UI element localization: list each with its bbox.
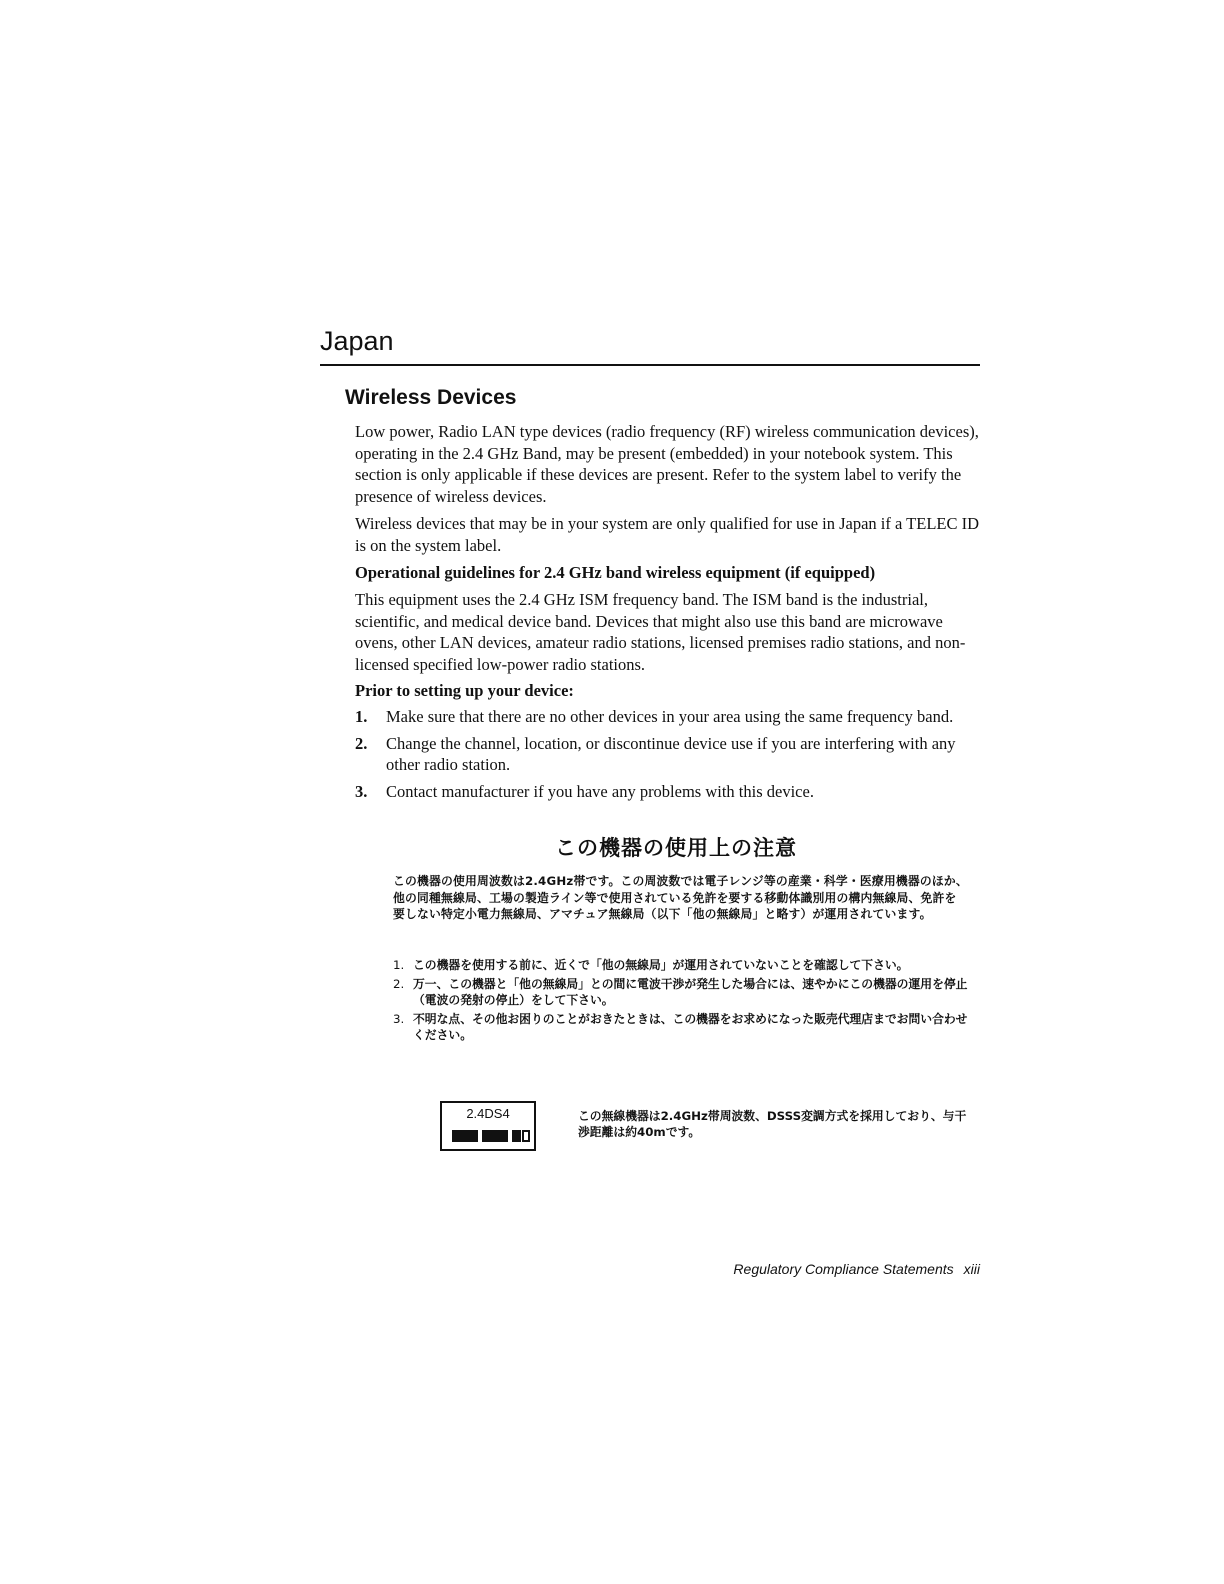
list-item <box>355 706 980 728</box>
list-item <box>355 781 980 803</box>
subsection-title: Wireless Devices <box>345 386 517 409</box>
step-text: 万一、この機器と「他の無線局」との間に電波干渉が発生した場合には、速やかにこの機器の運用を停止（電波の発射の停止）をして下さい。 <box>413 977 968 1007</box>
page-number: xiii <box>963 1261 980 1277</box>
step-text: Change the channel, location, or discontinue device use if you are interfering with any other radio station. <box>386 733 956 774</box>
list-item <box>355 733 980 776</box>
step-number: 2. <box>355 733 368 753</box>
japanese-steps-list <box>393 957 968 1046</box>
band-bar <box>482 1130 508 1142</box>
page-footer <box>640 1261 980 1277</box>
frequency-band-bars <box>452 1130 530 1142</box>
prior-setup-heading: Prior to setting up your device: <box>355 681 574 700</box>
section-divider <box>320 364 980 366</box>
setup-steps-list <box>355 706 980 807</box>
operational-guidelines-heading: Operational guidelines for 2.4 GHz band wireless equipment (if equipped) <box>355 563 876 582</box>
step-number: 3. <box>355 781 368 801</box>
step-number: 2. <box>393 977 405 991</box>
japanese-paragraph: この機器の使用周波数は2.4GHz帯です。この周波数では電子レンジ等の産業・科学・医療用機器のほか、他の同種無線局、工場の製造ライン等で使用されている免許を要する移動体識別用の構内無線局、免許を要しない特定小電力無線局、アマチュア無線局（以下「他の無線局」と略す）が運用されています。 <box>393 874 968 921</box>
step-text: この機器を使用する前に、近くで「他の無線局」が運用されていないことを確認して下さい。 <box>413 958 909 972</box>
list-item <box>393 976 968 1008</box>
step-text: Contact manufacturer if you have any problems with this device. <box>386 781 814 801</box>
ism-band-paragraph: This equipment uses the 2.4 GHz ISM frequency band. The ISM band is the industrial, scientific, and medical device band. Devices that might also use this band are microwave ovens, other LAN devices, amateur radio stations, licensed premises radio stations, and non-licensed specified low-power radio stations. <box>355 590 966 674</box>
intro-paragraph: Low power, Radio LAN type devices (radio frequency (RF) wireless communication devices), operating in the 2.4 GHz Band, may be present (embedded) in your notebook system. This section is only applicable if these devices are present. Refer to the system label to verify the presence of wireless devices. <box>355 422 979 506</box>
band-bar <box>452 1130 478 1142</box>
section-title: Japan <box>320 326 394 356</box>
step-number: 1. <box>355 707 368 726</box>
step-number: 1. <box>393 958 405 972</box>
qualified-paragraph: Wireless devices that may be in your system are only qualified for use in Japan if a TELEC ID is on the system label. <box>355 514 980 555</box>
list-item <box>393 957 968 973</box>
frequency-label-box <box>440 1101 536 1151</box>
japanese-title: この機器の使用上の注意 <box>555 836 797 860</box>
list-item <box>393 1011 968 1043</box>
band-bar <box>512 1130 521 1142</box>
step-text: 不明な点、その他お困りのことがおきたときは、この機器をお求めになった販売代理店までお問い合わせください。 <box>413 1012 968 1042</box>
frequency-label-description: この無線機器は2.4GHz帯周波数、DSSS変調方式を採用しており、与干渉距離は約40mです。 <box>578 1109 967 1139</box>
step-text: Make sure that there are no other devices in your area using the same frequency band. <box>386 707 954 726</box>
footer-title: Regulatory Compliance Statements <box>733 1261 954 1277</box>
band-bar-outline <box>522 1130 530 1142</box>
step-number: 3. <box>393 1012 405 1026</box>
frequency-label-code: 2.4DS4 <box>466 1106 510 1121</box>
